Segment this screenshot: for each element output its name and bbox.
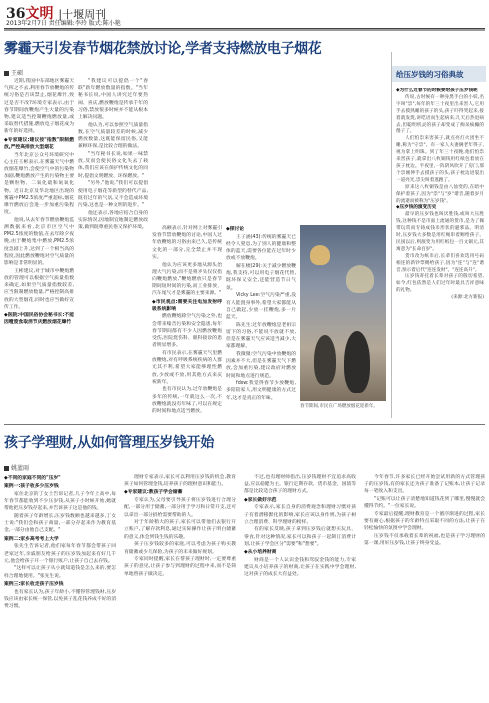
subheading: ◆不同的家庭不同的"压岁" — [4, 476, 61, 481]
paragraph: 他说,从去年春节燃放鞭炮监测数据来看,北京市区空气中PM2.5浓度的数值,在去年除夕夜晚,由于鞭炮集中燃放,PM2.5浓度急剧上升,达到了一个相当高的程度,因此燃放鞭炮对空气质量的影响是非常明显的。 — [4, 217, 74, 267]
subheading: ◆探讨论 — [226, 227, 245, 232]
article1-column-2 — [78, 78, 148, 418]
paragraph: 有的家长反映,孩子拿到压岁钱后就想买玩具、零食,针对这种情况,家长可以和孩子一起制订消费计划,让孩子学会区分"需要"和"想要"。 — [244, 527, 356, 547]
paragraph: 陈先生:过年放鞭炮是老祖宗留下的习俗,不能说不放就不放,但是在雾霾天气应该适当减少,大家都理解。 — [226, 322, 296, 350]
paragraph: 传说,古时候有一种身黑手白的小妖,名字叫"祟",每年的年三十夜里出来害人,它用手去摸熟睡的孩子的头,孩子吓得哭起来,接着就发烧,讲呓语而生起病来,几天后热退病去,但聪明机灵的孩子却变成了痴呆疯癫的傻子了。 — [396, 94, 484, 135]
subheading: ◆从小培养财商 — [244, 550, 277, 556]
subheading: ◆医院:中国民俗协会秘书长:不能因噎废食取消节庆燃放烟花爆竹 — [4, 313, 74, 326]
subheading: ◆专家建议:教孩子学会储蓄 — [124, 490, 183, 496]
paragraph: 他认为,可以参照空气质量指数,在空气质量较差的时候,减少燃放数量,这既能保留民俗,又能兼顾环保,是比较合理的做法。 — [78, 122, 148, 150]
article2-column-1 — [4, 474, 116, 700]
sidebar-body — [396, 88, 484, 414]
section-name: 文明 — [25, 6, 54, 22]
paragraph: 张先生告诉记者,他们家每年春节都会带孩子回老家过年,亲戚朋友给孩子的压岁钱加起来有好几千元,他会给孩子开一个银行账户,让孩子自己去存钱。 — [4, 544, 116, 564]
subheading: ◆市民观点:需要关注电加发射呼吸系统影响 — [152, 299, 222, 312]
paragraph: 家住北京的丁女士告诉记者,儿子今年上高中,每年春节都能收到不少压岁钱,从孩子小时候开始,她就帮他把压岁钱存起来,并告诉孩子这是他的钱。 — [4, 491, 116, 512]
sidebar-credit: (来源:北方新报) — [451, 295, 484, 301]
paragraph: 今年春节,许多家长已经开始尝试用新的方式管理孩子的压岁钱,有的家长还为孩子准备了记账本,让孩子记录每一笔收入和支出。 — [364, 475, 485, 495]
column-name: 十堰周刊 — [62, 8, 107, 21]
photo-caption: 春节期间,市民在广场燃放烟花迎新年。 — [300, 404, 378, 409]
paragraph: "另外,"他说,"我们可以提倡使用电子烟花等新型的替代产品,既有过年的气氛,又不会造成环境污染,这也是一种文明的进步。" — [78, 181, 148, 208]
paragraph: 专家表示,家长自身的消费观念和理财习惯对孩子有着潜移默化的影响,家长应该以身作则,为孩子树立合理消费、科学理财的榜样。 — [244, 505, 356, 525]
subheading: 案例一:孩子收多少压岁钱 — [4, 484, 59, 490]
subheading: ◆压岁钱的演变历史 — [396, 205, 437, 211]
article2-byline — [4, 463, 29, 472]
article1-column-1 — [4, 78, 74, 418]
paragraph: 理财专家表示,家长可以利用压岁钱的机会,教育孩子如何管理金钱,培养孩子的理财意识和能力。 — [124, 475, 236, 488]
header-rule — [4, 29, 485, 31]
paragraph: Vicky Lee:空气污染严重,没有人能置身事外,希望大家都能从自己做起,少放一挂鞭炮,多一片蓝天。 — [226, 293, 296, 320]
paragraph: 也有市民认为,过年放鞭炮是多年的传统,一年就这么一次,不放鞭炮就没有年味了,可以在规定的时间和地点适当燃放。 — [152, 387, 222, 415]
article-divider — [4, 424, 485, 425]
paragraph: 最早的压岁钱也叫厌胜钱,或叫大压胜钱,这种钱不是市面上流通的货币,是为了佩带玩赏而专铸成钱币形状的避邪品。明清时,压岁钱大多数是用红绳串着赐给孩子。民国以后,则演变为用红纸包一百文铜元,其寓意为"长命百岁"。 — [396, 212, 484, 252]
page-header — [4, 3, 485, 29]
paragraph: 压岁钱寄托着长辈对孩子的殷切希望,如今,红包依然是人们过年时最具吉祥意味的礼物。 — [396, 274, 484, 294]
paragraph: 不过,也有理财师指出,压岁钱理财不宜追求高收益,应以稳健为主。银行定期存款、货币基金、国债等都是比较适合孩子的理财方式。 — [244, 475, 356, 495]
page-number: 36 — [6, 6, 26, 22]
paragraph: fdsw:我觉得春节少放鞭炮,多陪陪家人,用文明健康的方式过年,这才是真正的年味。 — [226, 381, 296, 401]
article2-column-3 — [244, 474, 356, 700]
sidebar-title: 给压岁钱的习俗典故 — [396, 70, 464, 79]
paragraph: 财商是一个人认识金钱和驾驭金钱的能力,专家建议从小培养孩子的财商,让孩子在实践中学会理财,这对孩子的成长大有益处。 — [244, 557, 356, 578]
paragraph: 他还表示,各地应结合自身的实际情况,因地制宜地制定燃放政策,做到既尊重民俗又保护环境。 — [78, 210, 148, 231]
paragraph: 近期,我国中东部地区雾霾天气挥之不去,利用春节放鞭炮的传统习俗是否该禁止,烟花爆竹,致过是否不改?环境专家表示,由于春节期间放鞭炮产生大量的污染物,建议适当控制鞭炮燃放量,或采取替代措施,燃放电子烟花成为新年的好选择。 — [4, 79, 74, 135]
paragraph: 专家认为,父母要引导孩子将压岁钱进行合理分配,一部分用于储蓄,一部分用于学习和日常开支,还可以拿出一部分捐给需要帮助的人。 — [124, 498, 236, 518]
page-number-section: 36文明 |十堰周刊 — [6, 6, 107, 22]
paragraph: 王彬建议,对于城市中鞭炮燃放的管理可以根据空气质量指数来确定,如果空气质量指数较差,应当限制燃放数量,严格控制高排放的大型烟花,同时也应当做好宣传工作。 — [4, 268, 74, 310]
article1-column-3 — [152, 225, 222, 418]
paragraph: "这样可以让孩子从小就知道钱是怎么来的,要怎样合理地使用。"张先生说。 — [4, 566, 116, 579]
fireworks-photo — [300, 225, 386, 401]
subheading: 案例三:家长收走孩子压岁钱 — [4, 581, 64, 587]
paragraph: 对于年龄稍大的孩子,家长可以带他们去银行开立账户,了解存款利息,通过实际操作让孩子明白储蓄的意义,体会到钱生钱的乐趣。 — [124, 520, 236, 540]
subheading: ◆家长做好示范 — [244, 497, 277, 503]
paragraph: 孩子压岁钱较多的家庭,可以考虑为孩子购买教育储蓄或少儿保险,为孩子的未来做好规划。 — [124, 542, 236, 555]
paragraph: 有市民表示,在雾霾天气里燃放鞭炮,对有呼吸系统疾病的人群尤其不利,希望大家能够理性燃放,少放或不放,用其他方式来庆祝新年。 — [152, 350, 222, 385]
author-marker-icon — [4, 466, 9, 471]
sidebar-box — [391, 52, 485, 418]
paragraph: 压岁钱不仅承载着长辈的祝福,也是孩子学习理财的第一课,用好压岁钱,让孩子终身受益。 — [364, 534, 485, 547]
paragraph: 我微微:空气污染中放鞭炮的因素并不大,但是在雾霾天气下燃放,会加重污染,建议政府对燃放时间和地点进行规范。 — [226, 351, 296, 379]
author-marker-icon — [4, 71, 9, 76]
paragraph: 人们怕祟来害孩子,就点亮灯火团坐不睡,称为"守祟"。有一家人夫妻俩老年得子,视为掌上明珠。到了年三十夜晚,他们怕祟来害孩子,就拿出八枚铜钱用红纸包着放在孩子枕边。半夜里,一阵阴风吹开了房门,那个祟刚伸手去摸孩子的头,孩子枕边迸裂出一道亮光,祟尖叫着逃跑了。 — [396, 136, 484, 183]
paragraph: 当年北京公众号环境研究中心主任王彬表示,在雾霾天气中燃放烟花爆竹,会使空气中的污染物加剧,鞭炮燃放产生的污染物主要是颗粒物、二氧化硫和氮氧化物。近日北京及华北地区出现的雾霾中PM2.5浓度严重超标,烟花爆竹燃放后会进一步加重污染程度。 — [4, 152, 74, 216]
article1-author: 王硕 — [11, 70, 24, 77]
paragraph: 专家最后提醒,理财教育是一个循序渐进的过程,家长要有耐心,根据孩子的年龄特点采取不同的方法,让孩子在轻松愉快的氛围中学会理财。 — [364, 512, 485, 532]
paragraph: 他认为应该更多地从源头治理大气污染,而不是将矛头仅仅指向鞭炮燃放,"鞭炮燃放只是春节期间短时间的污染,而工业排放、汽车尾气才是雾霾的主要来源。" — [152, 262, 222, 297]
paragraph: 王子涵(43):传统的雾霾天已经令人窒息,为了别人的健康和整体的蓝天,需要各位能在过年时少放或不放鞭炮。 — [226, 234, 296, 262]
article2-column-2 — [124, 474, 236, 700]
subheading: 案例二:家乡高考考上大学 — [4, 536, 59, 542]
article1-byline — [4, 68, 23, 77]
dateline: 2013年2月7日 责任编辑:李玲 版式:陈小艳 — [6, 20, 121, 27]
paragraph: 原来这八枚铜钱是由八仙变的,在暗中保护着孩子,因为"祟"与"岁"谐音,随着岁月的流逝而被称为"压岁钱"。 — [396, 184, 484, 204]
paragraph: 高额表示,针对网上对雾霾引发春节禁放鞭炮的讨论,中国人过年放鞭炮的习俗由来已久,是传统文化的一部分,完全禁止并不现实。 — [152, 226, 222, 260]
paragraph: "我建议可以提倡一个"春联"新年燃放数量的指数。"当年秘书长说,中国人讲究过年要热闹、喜庆,燃放鞭炮是传承千年的习俗,禁放很多时候并不能从根本上解决问题。 — [78, 79, 148, 121]
article2-author: 姚蓝雨 — [11, 465, 30, 472]
paragraph: "当年秘书长说,如果一味禁放,反而会使民俗文化失去了载体,我们应该在保护传统文化的同时,提倡文明燃放、环保燃放。" — [78, 152, 148, 179]
paragraph: "记账可以让孩子清楚地知道钱花到了哪里,慢慢就会懂得节约。"一位家长说。 — [364, 497, 485, 510]
paragraph: 货币改为纸币后,长辈们喜欢选用号码相连的新钞票赐给孩子,因为"连"与"连"谐音,预示着后代"连连发财"、"连连高升"。 — [396, 253, 484, 273]
paragraph: 也有家长认为,孩子年龄小,不懂得管理钱财,压岁钱应该由家长统一保管,以免孩子乱花钱养成不好的消费习惯。 — [4, 589, 116, 609]
article2-column-4 — [364, 474, 485, 700]
paragraph: 专家同时提醒,家长在帮孩子理财时,一定要尊重孩子的意见,让孩子参与到理财的过程中来,而不是简单地替孩子做决定。 — [124, 557, 236, 577]
paragraph: 燃放鞭炮除空气污染之外,也会带来噪音污染和安全隐患,每年春节期间都有不少人因燃放鞭炮受伤,医院烧伤科、眼科接诊的患者明显增多。 — [152, 314, 222, 349]
subheading: ◆专家建议:建议按"指数"限制燃放,严控高排放大型烟花 — [4, 137, 74, 150]
paragraph: 随着孩子年龄增长,压岁钱数额也越来越多,丁女士说:"我们会和孩子商量,一部分存起来作为教育基金,一部分由他自己支配。" — [4, 514, 116, 534]
article1-headline: 雾霾天引发春节烟花禁放讨论,学者支持燃放电子烟花 — [4, 41, 322, 57]
paragraph: 解在梳(29):关于减少燃放鞭炮,我支持,可以用电子烟花代替,既环保又安全,还能营造节日气氛。 — [226, 264, 296, 291]
article1-column-4 — [226, 225, 296, 418]
subheading: ◆为什么过春节的时候要给孩子压岁钱呢 — [396, 88, 478, 93]
article2-headline: 孩子学理财,从如何管理压岁钱开始 — [4, 435, 215, 451]
